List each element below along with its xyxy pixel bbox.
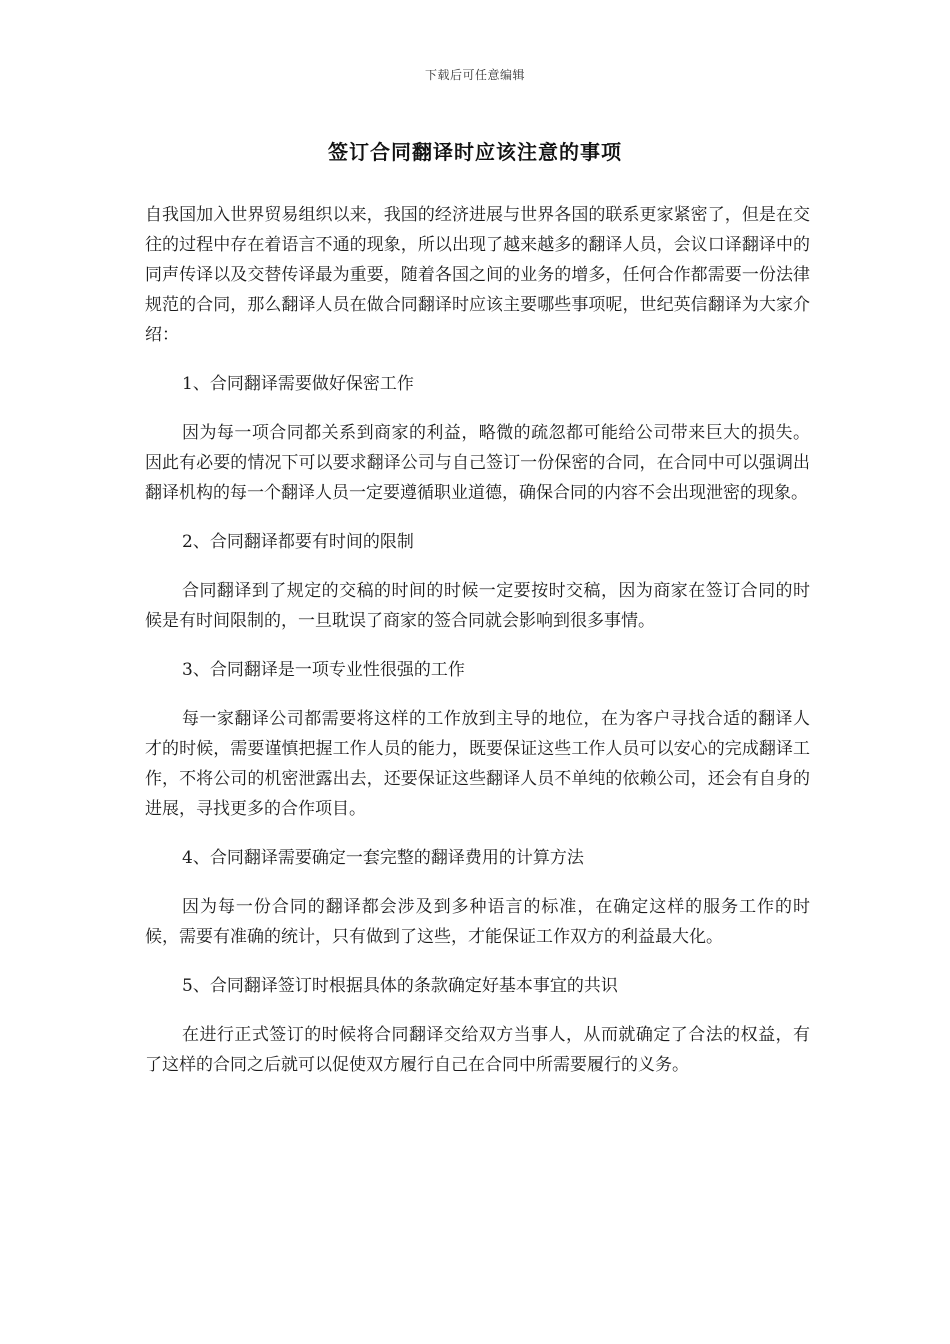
- section-4: [145, 843, 810, 952]
- document-body: [145, 200, 810, 1099]
- intro-paragraph: 自我国加入世界贸易组织以来，我国的经济进展与世界各国的联系更家紧密了，但是在交往的过程中存在着语言不通的现象，所以出现了越来越多的翻译人员，会议口译翻译中的同声传译以及交替传译最为重要，随着各国之间的业务的增多，任何合作都需要一份法律规范的合同，那么翻译人员在做合同翻译时应该主要哪些事项呢，世纪英信翻译为大家介绍：: [145, 205, 810, 345]
- section-5: [145, 971, 810, 1080]
- document-title: 签订合同翻译时应该注意的事项: [328, 140, 622, 164]
- section-heading: 2、合同翻译都要有时间的限制: [182, 532, 414, 552]
- section-2: [145, 527, 810, 636]
- section-paragraph: 在进行正式签订的时候将合同翻译交给双方当事人，从而就确定了合法的权益，有了这样的合同之后就可以促使双方履行自己在合同中所需要履行的义务。: [145, 1025, 810, 1075]
- section-heading: 3、合同翻译是一项专业性很强的工作: [182, 660, 465, 680]
- section-paragraph: 每一家翻译公司都需要将这样的工作放到主导的地位，在为客户寻找合适的翻译人才的时候，需要谨慎把握工作人员的能力，既要保证这些工作人员可以安心的完成翻译工作，不将公司的机密泄露出去，还要保证这些翻译人员不单纯的依赖公司，还会有自身的进展，寻找更多的合作项目。: [145, 709, 810, 819]
- section-heading: 5、合同翻译签订时根据具体的条款确定好基本事宜的共识: [182, 976, 618, 996]
- section-3: [145, 655, 810, 824]
- page-header-note: 下载后可任意编辑: [424, 68, 525, 82]
- section-paragraph: 因为每一项合同都关系到商家的利益，略微的疏忽都可能给公司带来巨大的损失。因此有必要的情况下可以要求翻译公司与自己签订一份保密的合同，在合同中可以强调出翻译机构的每一个翻译人员一定要遵循职业道德，确保合同的内容不会出现泄密的现象。: [145, 423, 810, 503]
- section-1: [145, 369, 810, 508]
- section-heading: 1、合同翻译需要做好保密工作: [182, 374, 414, 394]
- section-paragraph: 因为每一份合同的翻译都会涉及到多种语言的标准，在确定这样的服务工作的时候，需要有准确的统计，只有做到了这些，才能保证工作双方的利益最大化。: [145, 897, 810, 947]
- section-paragraph: 合同翻译到了规定的交稿的时间的时候一定要按时交稿，因为商家在签订合同的时候是有时间限制的，一旦耽误了商家的签合同就会影响到很多事情。: [145, 581, 810, 631]
- section-heading: 4、合同翻译需要确定一套完整的翻译费用的计算方法: [182, 848, 584, 868]
